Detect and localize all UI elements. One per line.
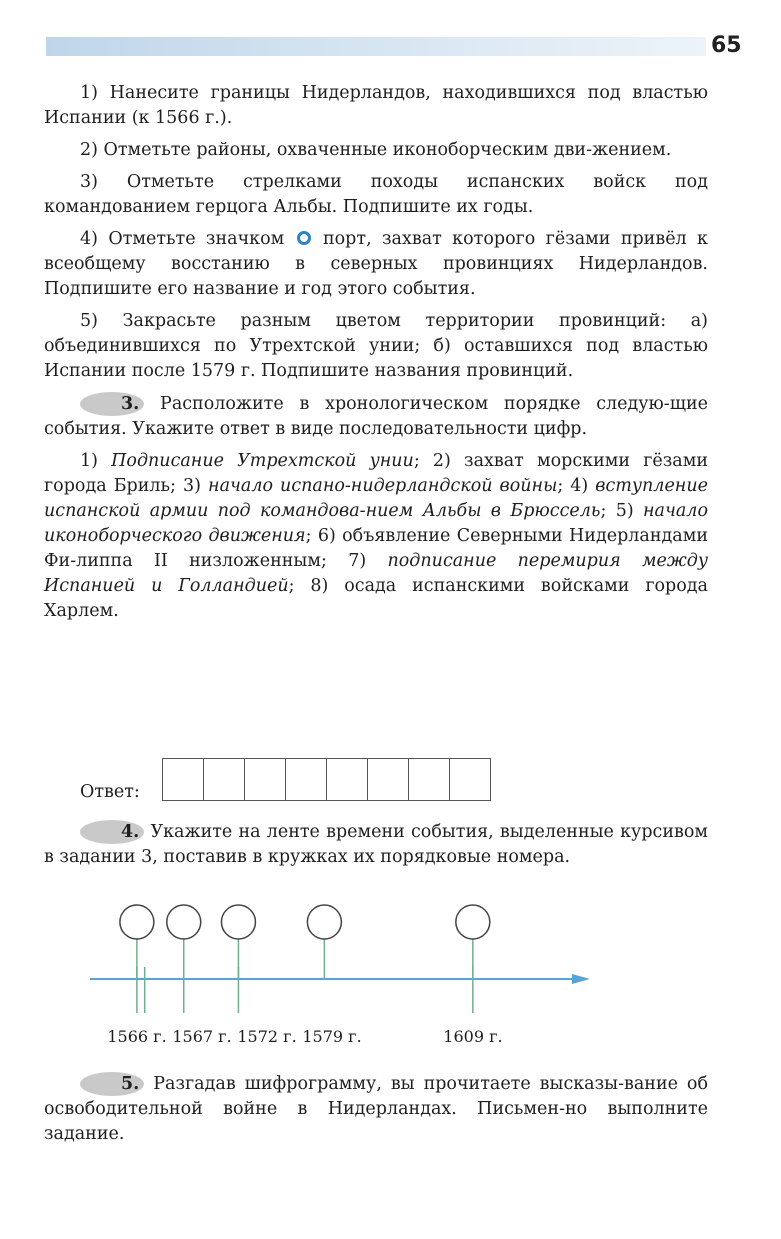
event-text: вступление испанской армии под командова-нием Альбы в Брюссель	[44, 476, 708, 521]
event-number: 2)	[432, 451, 451, 471]
timeline-label: 1609 г.	[443, 1027, 503, 1046]
answer-cell[interactable]	[409, 759, 450, 800]
task4-number-badge: 4.	[80, 820, 144, 844]
page-number: 65	[711, 33, 742, 58]
header-band	[46, 37, 706, 56]
answer-cell[interactable]	[327, 759, 368, 800]
task2-item-4	[44, 227, 708, 302]
event-text: Подписание Утрехтской унии	[111, 451, 414, 471]
event-separator: ;	[413, 451, 420, 471]
order-circle	[167, 905, 201, 939]
order-circle	[456, 905, 490, 939]
task2-item-3: 3) Отметьте стрелками походы испанских войск под командованием герцога Альбы. Подпишите их годы.	[44, 172, 708, 217]
timeline-arrow-icon	[572, 974, 590, 984]
answer-cell[interactable]	[450, 759, 490, 800]
task5-text: Разгадав шифрограмму, вы прочитаете высказы-вание об освободительной войне в Нидерландах. Письмен-но выполните задание.	[44, 1074, 708, 1144]
event-text: осада испанскими войсками города Харлем	[44, 576, 708, 621]
task5-number-badge: 5.	[80, 1072, 144, 1096]
event-number: 8)	[310, 576, 329, 596]
event-separator: ;	[288, 576, 295, 596]
order-circle	[221, 905, 255, 939]
task2-item-5: 5) Закрасьте разным цветом территории провинций: а) объединившихся по Утрехтской унии; б) оставшихся под властью Испании после 1579 г. Подпишите названия провинций.	[44, 311, 708, 381]
task5-block	[44, 1072, 708, 1154]
task4-text: Укажите на ленте времени события, выделенные курсивом в задании 3, поставив в кружках их порядковые номера.	[44, 822, 708, 867]
timeline-label: 1579 г.	[302, 1027, 362, 1046]
event-number: 7)	[348, 551, 367, 571]
timeline-label: 1566 г.	[107, 1027, 167, 1046]
answer-cell[interactable]	[163, 759, 204, 800]
timeline-label: 1567 г.	[172, 1027, 232, 1046]
event-text: подписание перемирия между Испанией и Голландией	[44, 551, 708, 596]
event-number: 4)	[570, 476, 589, 496]
event-text: начало испано-нидерландской войны	[208, 476, 558, 496]
event-separator: ;	[557, 476, 564, 496]
task4-block	[44, 820, 708, 877]
order-circle	[307, 905, 341, 939]
answer-cell[interactable]	[286, 759, 327, 800]
event-number: 3)	[183, 476, 201, 496]
task5-prompt	[44, 1072, 708, 1147]
page-content	[44, 81, 708, 631]
task2-item-4-before: 4) Отметьте значком	[80, 229, 285, 249]
task3-text: Расположите в хронологическом порядке следую-щие события. Укажите ответ в виде последовательности цифр.	[44, 394, 708, 439]
timeline-label: 1572 г.	[237, 1027, 297, 1046]
task2-item-4-after: порт, захват которого гёзами привёл к всеобщему восстанию в северных провинциях Нидерландов. Подпишите его название и год этого события.	[44, 229, 708, 299]
event-text: захват морскими гёзами города Бриль	[44, 451, 708, 496]
order-circle	[120, 905, 154, 939]
event-separator: ;	[320, 551, 327, 571]
task2-item-2: 2) Отметьте районы, охваченные иконоборческим дви-жением.	[80, 140, 672, 160]
task3-prompt	[44, 392, 708, 442]
answer-label: Ответ:	[80, 782, 140, 802]
task3-event-list	[44, 449, 708, 624]
task3-number-badge: 3.	[80, 392, 144, 416]
event-separator: ;	[305, 526, 312, 546]
event-text: объявление Северными Нидерландами Фи-липпа II низложенным	[44, 526, 708, 571]
event-text: начало иконоборческого движения	[44, 501, 708, 546]
answer-cell[interactable]	[368, 759, 409, 800]
task4-prompt	[44, 820, 708, 870]
event-number: 5)	[615, 501, 634, 521]
task2-item-1: 1) Нанесите границы Нидерландов, находившихся под властью Испании (к 1566 г.).	[44, 83, 708, 128]
port-circle-icon	[297, 231, 311, 245]
event-separator: ;	[600, 501, 607, 521]
timeline	[90, 900, 600, 1060]
event-number: 6)	[317, 526, 336, 546]
event-number: 1)	[80, 451, 98, 471]
answer-grid	[162, 758, 491, 801]
event-separator: .	[113, 601, 119, 621]
answer-cell[interactable]	[204, 759, 245, 800]
answer-cell[interactable]	[245, 759, 286, 800]
event-separator: ;	[170, 476, 176, 496]
